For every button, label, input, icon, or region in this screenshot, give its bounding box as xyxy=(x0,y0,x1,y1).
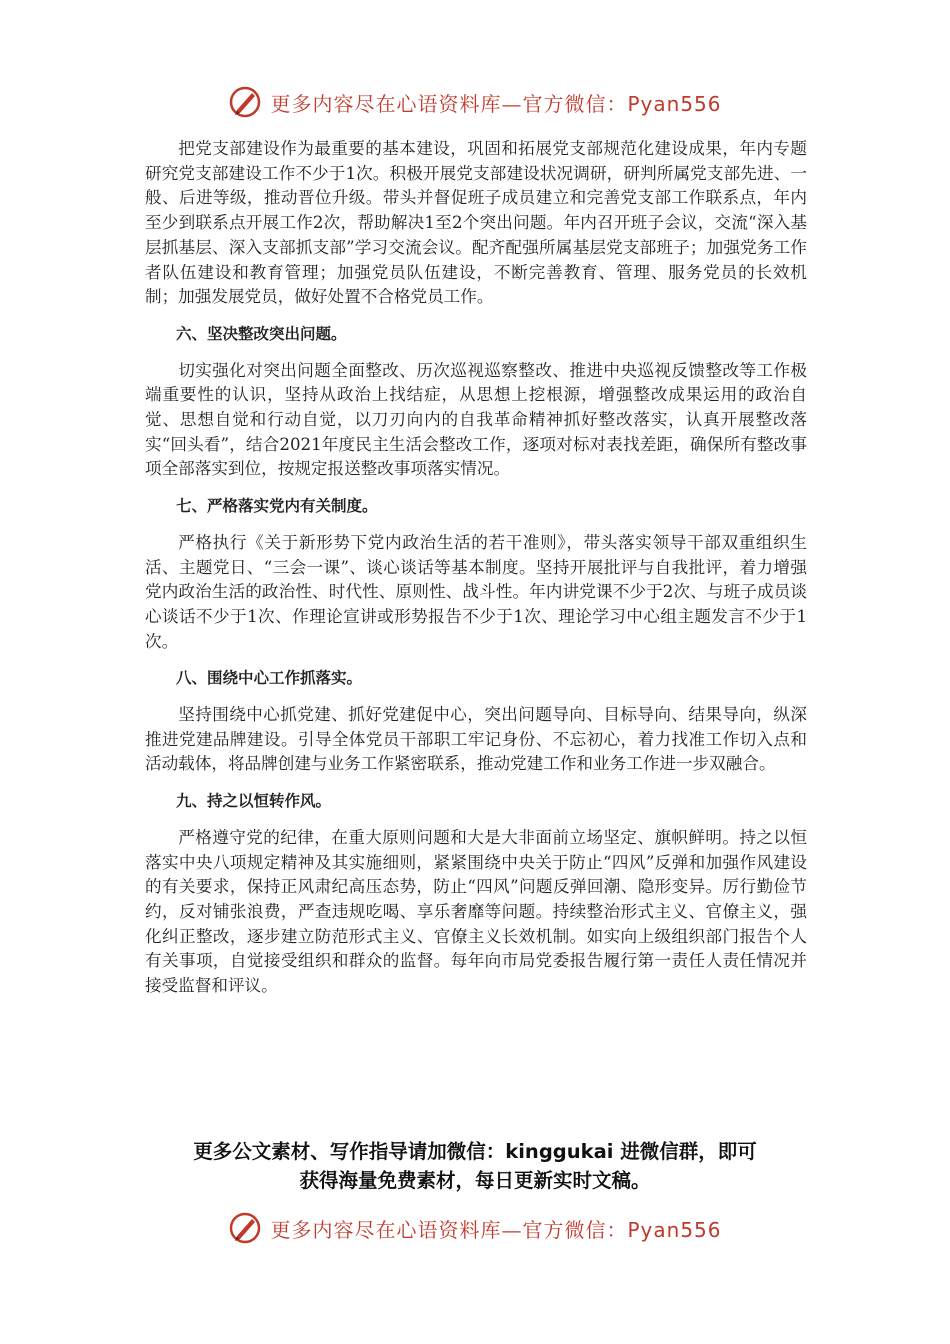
heading-central-work: 八、围绕中心工作抓落实。 xyxy=(176,669,363,688)
document-body xyxy=(145,137,807,1011)
paragraph-work-style: 严格遵守党的纪律，在重大原则问题和大是大非面前立场坚定、旗帜鲜明。持之以恒落实中央八项规定精神及其实施细则，紧紧围绕中央关于防止“四风”反弹和加强作风建设的有关要求，保持正风肃纪高压态势，防止“四风”问题反弹回潮、隐形变异。厉行勤俭节约，反对铺张浪费，严查违规吃喝、享乐奢靡等问题。持续整治形式主义、官僚主义，强化纠正整改，逐步建立防范形式主义、官僚主义长效机制。如实向上级组织部门报告个人有关事项，自觉接受组织和群众的监督。每年向市局党委报告履行第一责任人责任情况并接受监督和评议。 xyxy=(145,827,807,996)
banner-title: 更多内容尽在心语资料库 xyxy=(270,1217,502,1242)
bottom-banner xyxy=(0,1208,950,1248)
pen-logo-icon xyxy=(228,1211,262,1245)
paragraph-central-work: 坚持围绕中心抓党建、抓好党建促中心，突出问题导向、目标导向、结果导向，纵深推进党建品牌建设。引导全体党员干部职工牢记身份、不忘初心，着力找准工作切入点和活动载体，将品牌创建与业务工作紧密联系，推动党建工作和业务工作进一步双融合。 xyxy=(145,705,807,774)
heading-work-style: 九、持之以恒转作风。 xyxy=(176,792,332,811)
banner-wechat-label: 官方微信： xyxy=(522,91,628,116)
paragraph-party-system: 严格执行《关于新形势下党内政治生活的若干准则》，带头落实领导干部双重组织生活、主题党日、“三会一课”、谈心谈话等基本制度。坚持开展批评与自我批评，着力增强党内政治生活的政治性、时代性、原则性、战斗性。年内讲党课不少于2次、与班子成员谈心谈话不少于1次、作理论宣讲或形势报告不少于1次、理论学习中心组主题发言不少于1次。 xyxy=(145,532,807,651)
pen-logo-icon xyxy=(228,85,262,119)
heading-rectification: 六、坚决整改突出问题。 xyxy=(176,324,347,343)
banner-wechat-id: Pyan556 xyxy=(627,91,722,116)
banner-separator: — xyxy=(501,1217,523,1242)
banner-text xyxy=(270,88,721,117)
heading-party-system: 七、严格落实党内有关制度。 xyxy=(176,497,378,516)
footer-promo-note xyxy=(120,1137,830,1195)
paragraph-rectification: 切实强化对突出问题全面整改、历次巡视巡察整改、推进中央巡视反馈整改等工作极端重要性的认识，坚持从政治上找结症，从思想上挖根源，增强整改成果运用的政治自觉、思想自觉和行动自觉，以刀刃向内的自我革命精神抓好整改落实，认真开展整改落实“回头看”，结合2021年度民主生活会整改工作，逐项对标对表找差距，确保所有整改事项全部落实到位，按规定报送整改事项落实情况。 xyxy=(145,360,807,479)
banner-wechat-id: Pyan556 xyxy=(627,1217,722,1242)
banner-wechat-label: 官方微信： xyxy=(522,1217,628,1242)
banner-text xyxy=(270,1214,721,1243)
footer-promo-line-2: 获得海量免费素材，每日更新实时文稿。 xyxy=(299,1169,651,1192)
banner-title: 更多内容尽在心语资料库 xyxy=(270,91,502,116)
footer-promo-line-1: 更多公文素材、写作指导请加微信：kinggukai 进微信群，即可 xyxy=(193,1140,757,1163)
paragraph-party-branch: 把党支部建设作为最重要的基本建设，巩固和拓展党支部规范化建设成果，年内专题研究党支部建设工作不少于1次。积极开展党支部建设状况调研，研判所属党支部先进、一般、后进等级，推动晋位升级。带头并督促班子成员建立和完善党支部工作联系点，年内至少到联系点开展工作2次，帮助解决1至2个突出问题。年内召开班子会议，交流“深入基层抓基层、深入支部抓支部”学习交流会议。配齐配强所属基层党支部班子；加强党务工作者队伍建设和教育管理；加强党员队伍建设，不断完善教育、管理、服务党员的长效机制；加强发展党员，做好处置不合格党员工作。 xyxy=(145,139,807,307)
banner-separator: — xyxy=(501,91,523,116)
top-banner xyxy=(0,82,950,122)
